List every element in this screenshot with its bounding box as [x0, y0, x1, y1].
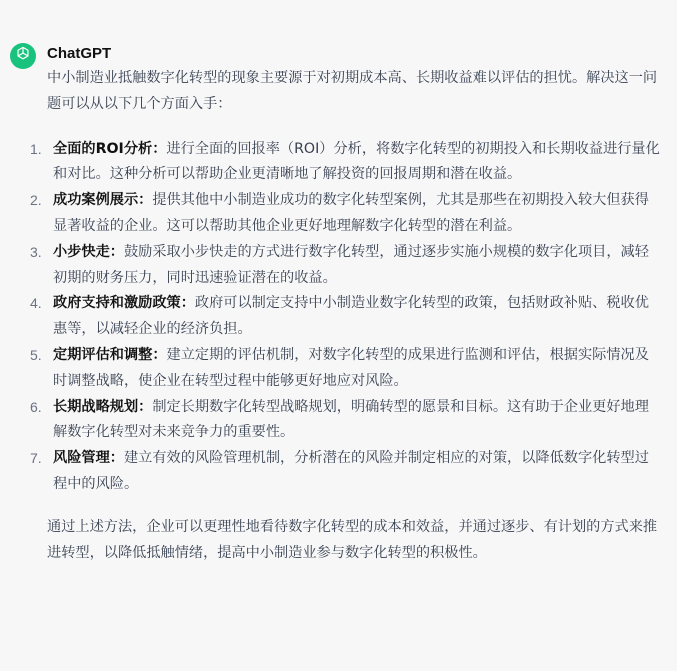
outro-paragraph: 通过上述方法，企业可以更理性地看待数字化转型的成本和效益，并通过逐步、有计划的方式来推进转型，以降低抵触情绪，提高中小制造业参与数字化转型的积极性。 [47, 518, 658, 561]
list-item [30, 291, 662, 343]
list-number: 1. [30, 140, 42, 157]
openai-logo-icon [14, 45, 32, 67]
list-number: 2. [30, 192, 42, 209]
intro-paragraph: 中小制造业抵触数字化转型的现象主要源于对初期成本高、长期收益难以评估的担忧。解决这一问题可以从以下几个方面入手： [47, 70, 658, 112]
list-number: 4. [30, 295, 42, 312]
list-item-title: 风险管理： [53, 450, 124, 467]
message-content [30, 66, 662, 566]
list-item-title: 全面的ROI分析： [53, 140, 167, 157]
list-item [30, 343, 662, 395]
list-number: 7. [30, 450, 42, 467]
list-item [30, 137, 662, 189]
list-item-title: 小步快走： [53, 243, 124, 260]
list-item-title: 长期战略规划： [53, 398, 153, 415]
list-item-text: 建立定期的评估机制，对数字化转型的成果进行监测和评估，根据实际情况及时调整战略，使企业在转型过程中能够更好地应对风险。 [53, 346, 649, 389]
list-item-text: 制定长期数字化转型战略规划，明确转型的愿景和目标。这有助于企业更好地理解数字化转型对未来竞争力的重要性。 [53, 398, 649, 441]
list-item [30, 188, 662, 240]
list-item-text: 政府可以制定支持中小制造业数字化转型的政策，包括财政补贴、税收优惠等，以减轻企业的经济负担。 [53, 295, 649, 338]
list-item [30, 446, 662, 498]
list-item [30, 240, 662, 292]
list-item-text: 进行全面的回报率（ROI）分析，将数字化转型的初期投入和长期收益进行量化和对比。这种分析可以帮助企业更清晰地了解投资的回报周期和潜在收益。 [53, 140, 660, 183]
recommendation-list [30, 137, 662, 498]
list-item [30, 395, 662, 447]
author-name: ChatGPT [47, 45, 112, 62]
list-number: 3. [30, 243, 42, 260]
list-item-title: 定期评估和调整： [53, 346, 167, 363]
list-item-title: 成功案例展示： [53, 192, 153, 209]
list-item-text: 建立有效的风险管理机制，分析潜在的风险并制定相应的对策，以降低数字化转型过程中的风险。 [53, 450, 649, 492]
list-number: 5. [30, 346, 42, 363]
list-item-text: 提供其他中小制造业成功的数字化转型案例，尤其是那些在初期投入较大但获得显著收益的企业。这可以帮助其他企业更好地理解数字化转型的潜在利益。 [53, 192, 649, 234]
list-number: 6. [30, 398, 42, 415]
assistant-avatar [10, 43, 36, 69]
list-item-title: 政府支持和激励政策： [53, 295, 195, 312]
list-item-text: 鼓励采取小步快走的方式进行数字化转型，通过逐步实施小规模的数字化项目，减轻初期的财务压力，同时迅速验证潜在的收益。 [53, 243, 649, 286]
